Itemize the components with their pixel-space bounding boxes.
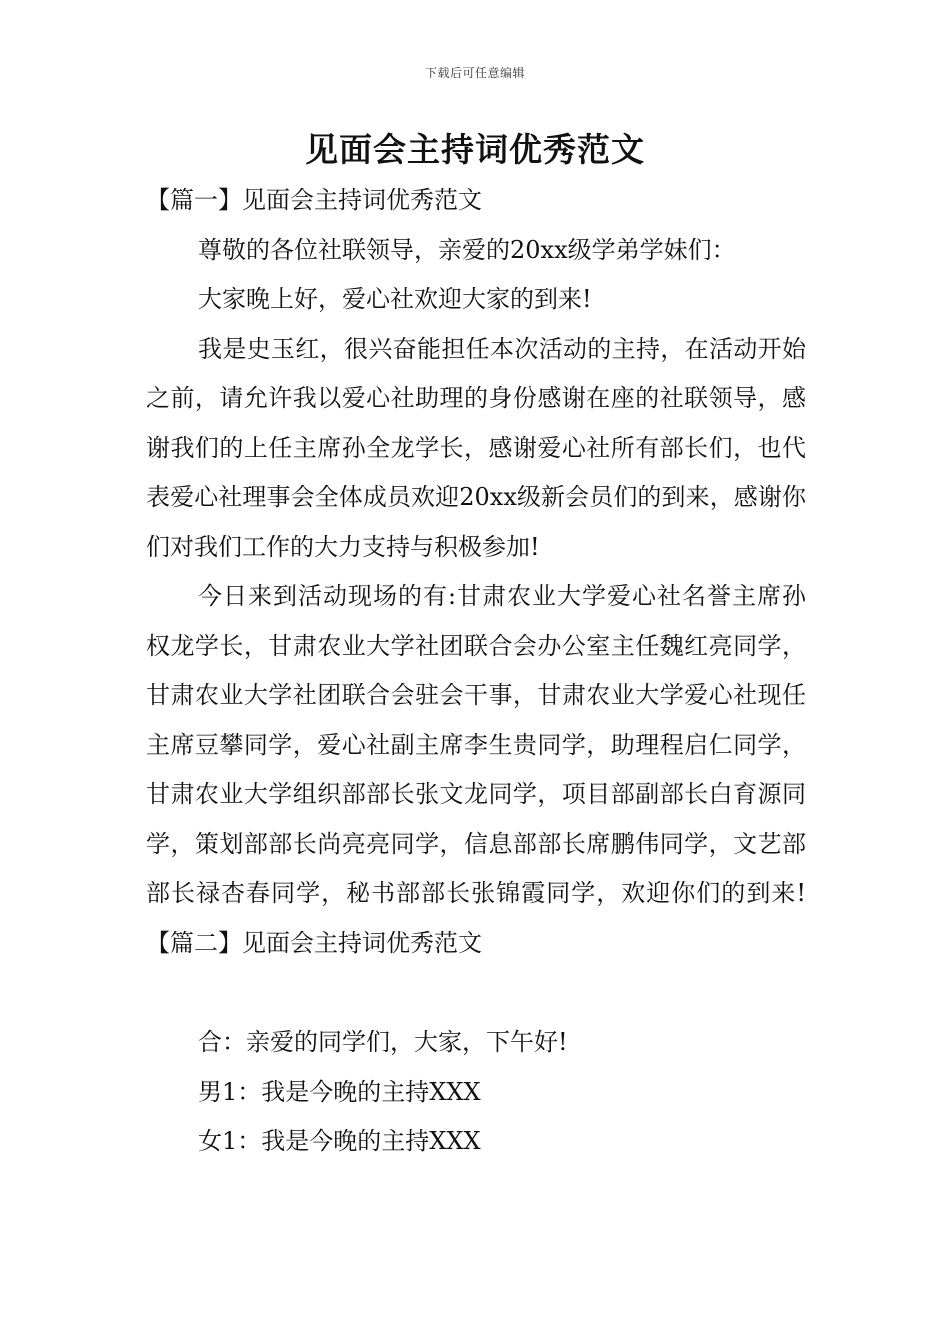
document-body (146, 176, 806, 1167)
greeting-line: 尊敬的各位社联领导，亲爱的20xx级学弟学妹们： (198, 235, 736, 264)
script-line-together: 合：亲爱的同学们，大家，下午好! (198, 1028, 568, 1056)
script-line-male: 男1：我是今晚的主持XXX (198, 1077, 481, 1106)
script-line-female: 女1：我是今晚的主持XXX (198, 1127, 481, 1155)
welcome-line: 大家晚上好，爱心社欢迎大家的到来! (198, 285, 592, 313)
paragraph-spacer (146, 968, 806, 1018)
section-heading: 【篇一】见面会主持词优秀范文 (146, 186, 482, 214)
paragraph-intro: 我是史玉红，很兴奋能担任本次活动的主持，在活动开始之前，请允许我以爱心社助理的身份感谢在座的社联领导，感谢我们的上任主席孙全龙学长，感谢爱心社所有部长们，也代表爱心社理事会全体成员欢迎20xx级新会员们的到来，感谢你们对我们工作的大力支持与积极参加! (146, 334, 806, 561)
paragraph-guests: 今日来到活动现场的有:甘肃农业大学爱心社名誉主席孙权龙学长，甘肃农业大学社团联合会办公室主任魏红亮同学，甘肃农业大学社团联合会驻会干事，甘肃农业大学爱心社现任主席豆攀同学，爱心社副主席李生贵同学，助理程启仁同学，甘肃农业大学组织部部长张文龙同学，项目部副部长白育源同学，策划部部长尚亮亮同学，信息部部长席鹏伟同学，文艺部部长禄杏春同学，秘书部部长张锦霞同学，欢迎你们的到来!【篇二】见面会主持词优秀范文 (146, 582, 806, 957)
header-note: 下载后可任意编辑 (424, 66, 525, 80)
page-title: 见面会主持词优秀范文 (305, 130, 645, 169)
